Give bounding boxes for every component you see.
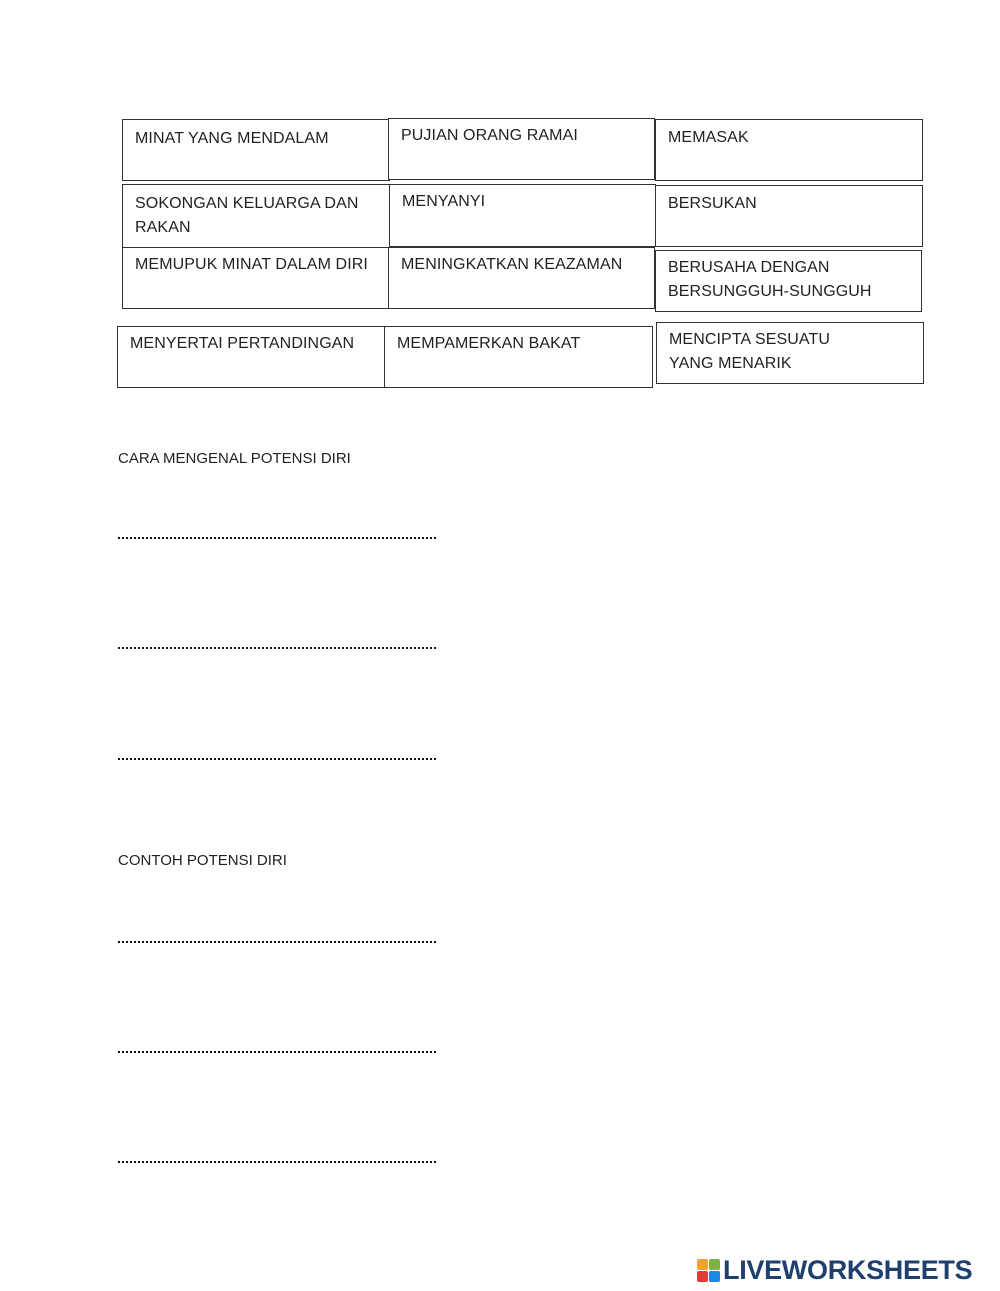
word-box-minat-yang-mendalam[interactable]: MINAT YANG MENDALAM	[122, 119, 390, 181]
word-box-menyertai-pertandingan[interactable]: MENYERTAI PERTANDINGAN	[117, 326, 385, 388]
word-box-mempamerkan-bakat[interactable]: MEMPAMERKAN BAKAT	[384, 326, 653, 388]
logo-square-orange	[697, 1259, 708, 1270]
answer-field-contoh-2[interactable]	[118, 1031, 436, 1053]
section-heading-cara: CARA MENGENAL POTENSI DIRI	[118, 450, 351, 467]
answer-field-cara-1[interactable]	[118, 517, 436, 539]
answer-field-contoh-3[interactable]	[118, 1141, 436, 1163]
liveworksheets-logo-icon	[697, 1259, 720, 1282]
logo-square-red	[697, 1271, 708, 1282]
word-box-memupuk-minat-dalam-diri[interactable]: MEMUPUK MINAT DALAM DIRI	[122, 247, 390, 309]
answer-field-cara-3[interactable]	[118, 738, 436, 760]
logo-square-blue	[709, 1271, 720, 1282]
word-box-pujian-orang-ramai[interactable]: PUJIAN ORANG RAMAI	[388, 118, 655, 180]
word-box-mencipta-sesuatu-yang-menarik[interactable]: MENCIPTA SESUATU YANG MENARIK	[656, 322, 924, 384]
section-heading-contoh: CONTOH POTENSI DIRI	[118, 852, 287, 869]
word-box-memasak[interactable]: MEMASAK	[655, 119, 923, 181]
liveworksheets-logo-text: LIVEWORKSHEETS	[723, 1254, 973, 1285]
word-box-berusaha-dengan-bersungguh-sungguh[interactable]: BERUSAHA DENGAN BERSUNGGUH-SUNGGUH	[655, 250, 922, 312]
answer-field-cara-2[interactable]	[118, 627, 436, 649]
word-box-bersukan[interactable]: BERSUKAN	[655, 185, 923, 247]
liveworksheets-logo	[697, 1255, 972, 1285]
word-box-menyanyi[interactable]: MENYANYI	[389, 184, 656, 247]
word-box-sokongan-keluarga-dan-rakan[interactable]: SOKONGAN KELUARGA DAN RAKAN	[122, 184, 390, 248]
answer-field-contoh-1[interactable]	[118, 921, 436, 943]
word-box-meningkatkan-keazaman[interactable]: MENINGKATKAN KEAZAMAN	[388, 247, 655, 309]
logo-square-green	[709, 1259, 720, 1270]
